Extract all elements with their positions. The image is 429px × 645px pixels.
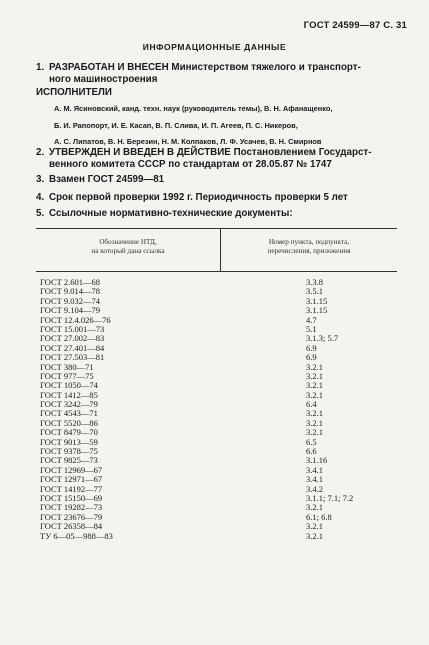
section-text: Министерством тяжелого и транспорт- [171,62,361,73]
clause-reference: 3.2.1 [306,380,323,391]
ntd-designation: ГОСТ 3242—79 [40,399,98,410]
ntd-designation: ГОСТ 12971—67 [40,474,103,485]
header-line: на который дана ссылка [91,247,165,255]
ntd-designation: ГОСТ 15.001—73 [40,323,105,334]
clause-reference: 6.9 [306,352,317,363]
ntd-designation: ГОСТ 977—75 [40,370,94,381]
clause-reference: 3.1.3; 5.7 [306,333,339,344]
clause-reference: 6.5 [306,436,317,447]
section-number: 5. [36,208,45,219]
performers-line: А. С. Липатов, В. Н. Березин, Н. М. Колпаков, Л. Ф. Усачев, В. Н. Смирнов [54,137,322,146]
clause-reference: 3.3.8 [306,277,323,287]
clause-reference: 3.4.1 [306,464,323,475]
performers-line: А. М. Ясиновский, канд. техн. наук (руководитель темы), В. Н. Афанащенко, [54,104,333,113]
section-number: 4. [36,192,45,203]
clause-reference: 3.1.16 [306,455,328,466]
table-header-designation [36,238,220,256]
clause-reference: 3.2.1 [306,521,323,532]
clause-reference: 6.1; 6.8 [306,511,332,522]
table-header-clause [221,238,397,256]
clause-reference: 3.1.15 [306,295,328,306]
header-line: перечисления, приложения [267,247,351,255]
clause-reference: 3.2.1 [306,530,323,541]
ntd-designation: ГОСТ 1412—85 [40,389,98,400]
ntd-designation: ГОСТ 12.4.026—76 [40,314,111,325]
ntd-designation: ГОСТ 9.104—79 [40,305,101,316]
clause-reference: 3.2.1 [306,370,323,381]
clause-reference: 6.4 [306,399,317,410]
clause-reference: 3.2.1 [306,408,323,419]
ntd-designation: ГОСТ 23676—79 [40,511,103,522]
ntd-designation: ГОСТ 380—71 [40,361,94,372]
section-review [36,192,406,204]
ntd-designation: ГОСТ 27.401—84 [40,342,105,353]
clause-reference: 3.4.2 [306,483,323,494]
section-text: Постановлением Государст- [233,147,372,158]
section-number: 1. [36,62,45,73]
table-header [36,229,397,272]
section-developed [36,62,406,86]
references-table [36,228,397,541]
section-text-continued: ного машиностроения [49,74,158,85]
performers-list [54,101,410,151]
ntd-designation: ГОСТ 9378—75 [40,446,98,457]
section-text-continued: венного комитета СССР по стандартам от 28.05.87 № 1747 [49,159,332,170]
clause-reference: 3.5.1 [306,286,323,297]
section-replaces [36,174,406,186]
section-number: 3. [36,174,45,185]
ntd-designation: ГОСТ 9013—59 [40,436,98,447]
ntd-designation: ГОСТ 4543—71 [40,408,98,419]
ntd-designation: ГОСТ 26358—84 [40,521,103,532]
clause-reference: 6.6 [306,446,317,457]
clause-reference: 5.1 [306,323,317,334]
ntd-designation: ТУ 6—05—988—83 [40,530,113,541]
clause-reference: 3.2.1 [306,427,323,438]
table-row [36,532,397,541]
ntd-designation: ГОСТ 14192—77 [40,483,103,494]
ntd-designation: ГОСТ 9.014—78 [40,286,101,297]
clause-reference: 6.9 [306,342,317,353]
ntd-designation: ГОСТ 19282—73 [40,502,103,513]
ntd-designation: ГОСТ 12969—67 [40,464,103,475]
performers-line: Б. И. Рапопорт, И. Е. Касап, В. П. Слива, И. П. Агеев, П. С. Никеров, [54,120,298,130]
ntd-designation: ГОСТ 5520—86 [40,417,98,428]
ntd-designation: ГОСТ 15150—69 [40,492,103,503]
ntd-designation: ГОСТ 2.601—68 [40,277,101,287]
section-text: Ссылочные нормативно-технические документы: [49,208,293,219]
ntd-designation: ГОСТ 9.032—74 [40,295,101,306]
clause-reference: 3.1.1; 7.1; 7.2 [306,492,354,503]
clause-reference: 3.2.1 [306,389,323,400]
header-line: Номер пункта, подпункта, [268,238,350,246]
section-bold-label: УТВЕРЖДЕН И ВВЕДЕН В ДЕЙСТВИЕ [49,147,231,158]
ntd-designation: ГОСТ 27.503—81 [40,352,105,363]
ntd-designation: ГОСТ 27.002—83 [40,333,105,344]
ntd-designation: ГОСТ 8479—70 [40,427,98,438]
clause-reference: 3.2.1 [306,417,323,428]
clause-reference: 4.7 [306,314,317,325]
document-code: ГОСТ 24599—87 С. 31 [303,20,407,31]
clause-reference: 3.1.15 [306,305,328,316]
section-number: 2. [36,147,45,158]
ntd-designation: ГОСТ 1050—74 [40,380,98,391]
section-references [36,208,406,220]
section-approved [36,147,406,171]
clause-reference: 3.4.1 [306,474,323,485]
section-text: Взамен ГОСТ 24599—81 [49,174,165,185]
clause-reference: 3.2.1 [306,361,323,372]
clause-reference: 3.2.1 [306,502,323,513]
section-bold-label: РАЗРАБОТАН И ВНЕСЕН [49,62,169,73]
table-body [36,278,397,541]
ntd-designation: ГОСТ 9825—73 [40,455,98,466]
performers-heading: ИСПОЛНИТЕЛИ [36,87,112,98]
page-title: ИНФОРМАЦИОННЫЕ ДАННЫЕ [142,42,287,52]
section-text: Срок первой проверки 1992 г. Периодичность проверки 5 лет [49,192,348,203]
header-line: Обозначение НТД, [99,238,157,246]
